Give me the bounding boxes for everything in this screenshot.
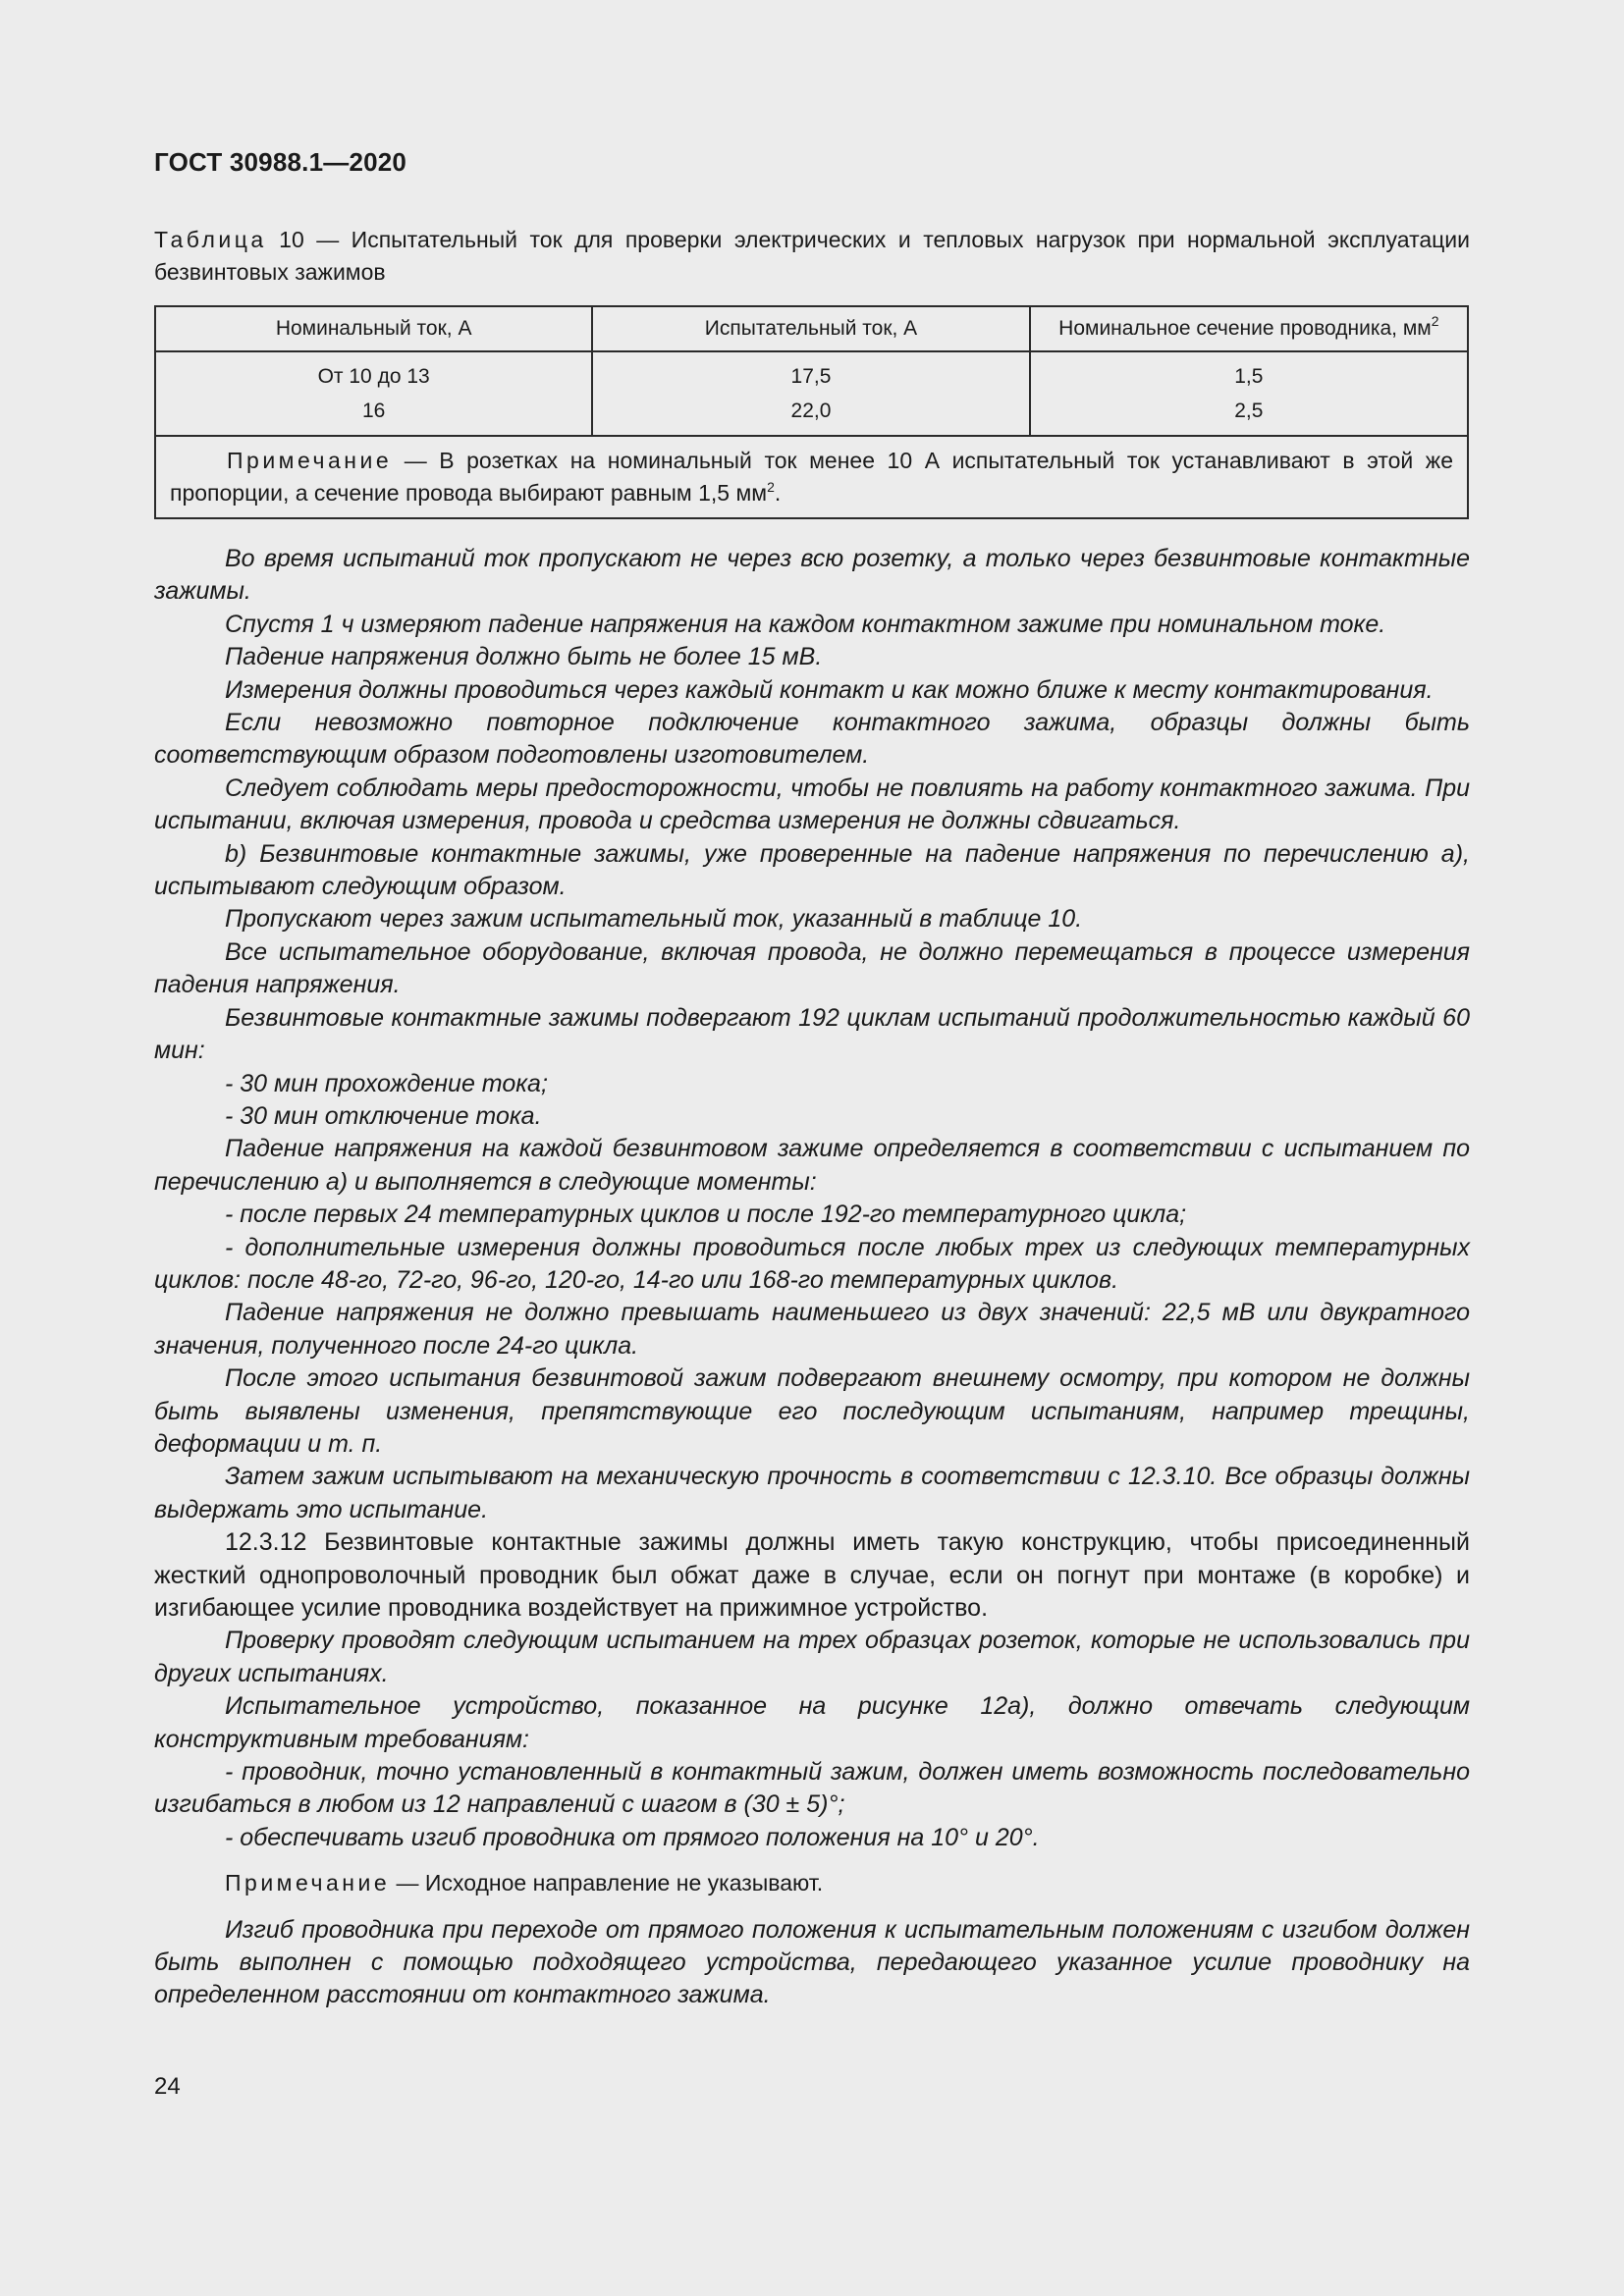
paragraph: Пропускают через зажим испытательный ток, указанный в таблице 10. — [225, 905, 1083, 934]
list-item: - 30 мин прохождение тока; — [225, 1069, 548, 1097]
table-note-row — [155, 436, 1468, 518]
paragraph: Затем зажим испытывают на механическую прочность в соответствии с 12.3.10. Все образцы должны выдержать это испытание. — [154, 1463, 1470, 1523]
note-label: Примечание — [225, 1870, 391, 1896]
header-nominal-current: Номинальный ток, А — [155, 306, 592, 351]
paragraph: Во время испытаний ток пропускают не через всю розетку, а только через безвинтовые контактные зажимы. — [154, 545, 1470, 606]
paragraph: Измерения должны проводиться через каждый контакт и как можно ближе к месту контактирования. — [225, 675, 1434, 704]
paragraph: Если невозможно повторное подключение контактного зажима, образцы должны быть соответствующим образом подготовлены изготовителем. — [154, 709, 1470, 770]
table-caption-text: 10 — Испытательный ток для проверки электрических и тепловых нагрузок при нормальной эксплуатации безвинтовых зажимов — [154, 227, 1470, 285]
paragraph: Безвинтовые контактные зажимы подвергают 192 циклам испытаний продолжительностью каждый 60 мин: — [154, 1003, 1470, 1065]
paragraph: После этого испытания безвинтовой зажим подвергают внешнему осмотру, при котором не должны быть выявлены изменения, препятствующие его последующим испытаниям, например трещины, деформации и т. п. — [154, 1364, 1470, 1458]
table-caption-label: Таблица — [154, 227, 267, 252]
paragraph: Проверку проводят следующим испытанием на трех образцах розеток, которые не использовались при других испытаниях. — [154, 1627, 1470, 1687]
test-current-table — [154, 305, 1469, 519]
paragraph: Изгиб проводника при переходе от прямого положения к испытательным положениям с изгибом должен быть выполнен с помощью подходящего устройства, передающего указанное усилие проводнику на определенном расстоянии от контактного зажима. — [154, 1915, 1470, 2009]
clause-12-3-12: 12.3.12 Безвинтовые контактные зажимы должны иметь такую конструкцию, чтобы присоединенный жесткий однопроволочный проводник был обжат даже в случае, если он погнут при монтаже (в коробке) и изгибающее усилие проводника воздействует на прижимное устройство. — [154, 1528, 1470, 1622]
paragraph: b) Безвинтовые контактные зажимы, уже проверенные на падение напряжения по перечислению а), испытывают следующим образом. — [154, 839, 1470, 901]
note-label: Примечание — [227, 448, 393, 473]
table-caption — [154, 224, 1470, 289]
list-item: - после первых 24 температурных циклов и после 192-го температурного цикла; — [225, 1201, 1187, 1229]
table-note: Примечание — В розетках на номинальный ток менее 10 А испытательный ток устанавливают в этой же пропорции, а сечение провода выбирают равным 1,5 $мм^2$. — [155, 436, 1468, 518]
body-note: Примечание — Исходное направление не указывают. — [225, 1870, 824, 1896]
nominal-current-cell: От 10 до 13 16 — [155, 351, 592, 436]
body-text — [154, 543, 1470, 2012]
paragraph: Спустя 1 ч измеряют падение напряжения на каждом контактном зажиме при номинальном токе. — [225, 610, 1386, 638]
page-number: 24 — [154, 2073, 181, 2100]
document-header: ГОСТ 30988.1—2020 — [154, 147, 407, 177]
paragraph: Падение напряжения не должно превышать наименьшего из двух значений: 22,5 мВ или двукратного значения, полученного после 24-го цикла. — [154, 1299, 1470, 1360]
list-item: - дополнительные измерения должны проводиться после любых трех из следующих температурных циклов: после 48-го, 72-го, 96-го, 120-го, 14-го или 168-го температурных циклов. — [154, 1233, 1470, 1294]
table-row — [155, 351, 1468, 436]
list-item: - обеспечивать изгиб проводника от прямого положения на 10° и 20°. — [225, 1823, 1040, 1851]
list-item: - 30 мин отключение тока. — [225, 1101, 542, 1130]
paragraph: Падение напряжения должно быть не более 15 мВ. — [225, 643, 823, 671]
paragraph: Все испытательное оборудование, включая провода, не должно перемещаться в процессе измерения падения напряжения. — [154, 937, 1470, 999]
header-conductor-section: Номинальное сечение проводника, $мм^2$ — [1030, 306, 1468, 351]
paragraph: Следует соблюдать меры предосторожности, чтобы не повлиять на работу контактного зажима. При испытании, включая измерения, провода и средства измерения не должны сдвигаться. — [154, 774, 1470, 835]
paragraph: Испытательное устройство, показанное на рисунке 12а), должно отвечать следующим конструктивным требованиям: — [154, 1692, 1470, 1753]
table-header-row — [155, 306, 1468, 351]
paragraph: Падение напряжения на каждой безвинтовом зажиме определяется в соответствии с испытанием по перечислению а) и выполняется в следующие моменты: — [154, 1135, 1470, 1196]
header-test-current: Испытательный ток, А — [592, 306, 1029, 351]
list-item: - проводник, точно установленный в контактный зажим, должен иметь возможность последовательно изгибаться в любом из 12 направлений с шагом в (30 ± 5)°; — [154, 1758, 1470, 1819]
test-current-cell: 17,5 22,0 — [592, 351, 1029, 436]
conductor-section-cell: 1,5 2,5 — [1030, 351, 1468, 436]
